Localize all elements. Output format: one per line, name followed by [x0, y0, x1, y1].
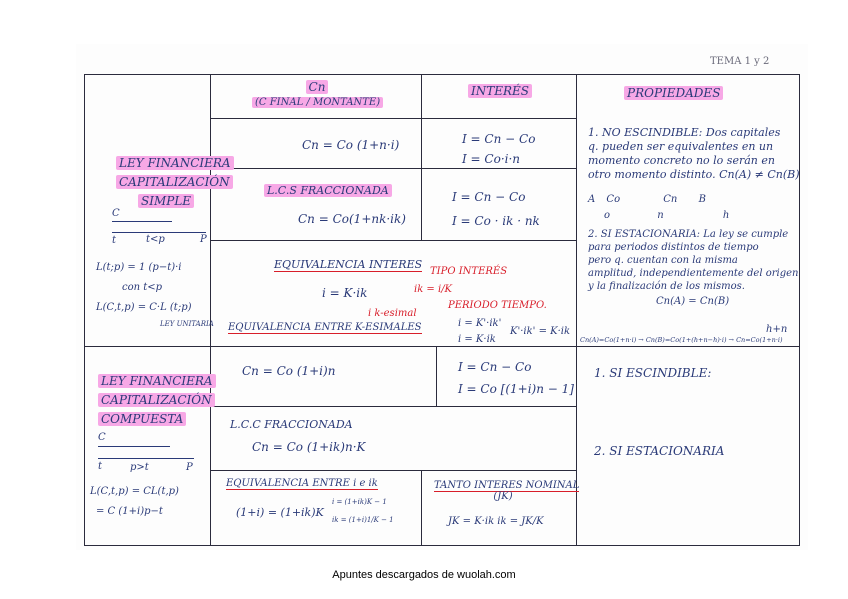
grid-line [84, 545, 800, 546]
prop-2-text-4: amplitud, independientemente del origen [588, 268, 799, 279]
simple-formula-con: con t<p [122, 282, 163, 293]
lcc-title: L.C.C FRACCIONADA [230, 418, 353, 431]
simple-axis-cond: t<p [146, 234, 165, 245]
compuesta-prop-2: 2. SI ESTACIONARIA [594, 444, 725, 458]
cn-header [252, 80, 382, 108]
compuesta-formula-2: = C (1+i)p−t [96, 506, 163, 517]
prop-1-a: A [588, 194, 596, 205]
simple-axis-c: C [112, 208, 120, 219]
equiv-arrow: ik = i/K [414, 284, 453, 295]
compuesta-axis-c: C [98, 432, 106, 443]
equiv-k-1: i = K'·ik' [458, 318, 502, 329]
simple-cn-formula: Cn = Co (1+n·i) [302, 138, 400, 152]
grid-line [84, 346, 800, 347]
prop-1-text-2: q. pueden ser equivalentes en un [588, 140, 774, 153]
compuesta-equiv-formula: (1+i) = (1+ik)K [236, 506, 324, 519]
prop-2-text-3: pero q. cuentan con la misma [588, 255, 738, 266]
nominal-formula: JK = K·ik ik = JK/K [448, 516, 544, 527]
compuesta-interes-1: I = Cn − Co [458, 360, 532, 374]
compuesta-equiv-title-1: EQUIVALENCIA ENTRE [226, 478, 350, 489]
lcs-interes-1: I = Cn − Co [452, 190, 526, 204]
grid-line [210, 118, 576, 119]
propiedades-title: PROPIEDADES [624, 86, 723, 100]
interes-header [468, 84, 532, 98]
compuesta-axis-p: P [186, 462, 193, 473]
interes-title: INTERÉS [468, 84, 532, 98]
propiedades-header [624, 86, 723, 100]
prop-2-title: 2. SI ESTACIONARIA: [588, 229, 701, 240]
compuesta-equiv-sub-2: ik = (1+i)1/K − 1 [332, 516, 394, 524]
simple-title [116, 154, 234, 211]
lcs-title [264, 184, 392, 197]
compuesta-title-2: CAPITALIZACIÓN [98, 393, 215, 407]
simple-title-1: LEY FINANCIERA [116, 156, 234, 170]
simple-interes-2: I = Co·i·n [462, 152, 521, 166]
prop-1-text-3: momento concreto no lo serán en [588, 154, 775, 167]
prop-2-text-5: y la finalización de los mismos. [588, 281, 745, 292]
equiv-k-title [228, 322, 422, 334]
simple-formula-lc: L(C,t,p) = C·L (t;p) [96, 302, 192, 313]
prop-1-n: n [657, 210, 664, 221]
grid-line [421, 74, 422, 240]
notes-sheet [76, 44, 808, 550]
prop-2-eq: Cn(A) = Cn(B) [656, 296, 730, 307]
prop-2-text-2: para periodos distintos de tiempo [588, 242, 759, 253]
prop-1-o: o [604, 210, 611, 221]
equiv-title-text: EQUIVALENCIA INTERES [274, 258, 423, 271]
equiv-title [274, 258, 422, 272]
simple-title-2: CAPITALIZACIÓN [116, 175, 233, 189]
compuesta-equiv-title [226, 478, 378, 490]
equiv-formula: i = K·ik [322, 286, 368, 300]
nominal-title [434, 480, 580, 502]
prop-1-co: Co [606, 194, 621, 205]
prop-1-ticks [604, 210, 729, 221]
prop-1-text-4: otro momento distinto. Cn(A) ≠ Cn(B) [588, 168, 800, 181]
compuesta-prop-1: 1. SI ESCINDIBLE: [594, 366, 712, 380]
grid-line [84, 74, 800, 75]
compuesta-formula-l: L(C,t,p) = CL(t,p) [90, 486, 179, 497]
prop-1-cn: Cn [663, 194, 678, 205]
grid-line [210, 74, 211, 546]
tipo-interes: TIPO INTERÉS [430, 266, 508, 277]
tema-label: TEMA 1 y 2 [710, 56, 770, 67]
compuesta-equiv-title-2: i e ik [353, 478, 378, 489]
prop-1-h: h [722, 210, 730, 221]
compuesta-title-3: COMPUESTA [98, 412, 186, 426]
compuesta-title [98, 372, 216, 429]
prop-2-bottom: Cn(A)=Co(1+n·i) → Cn(B)=Co(1+(h+n−h)·i) → Cn=Co(1+n·i) [580, 336, 783, 344]
grid-line [210, 240, 576, 241]
compuesta-equiv-sub-1: i = (1+ik)K − 1 [332, 498, 387, 506]
grid-line [421, 470, 422, 546]
grid-line [210, 406, 576, 407]
prop-1-text-1: Dos capitales [705, 126, 781, 139]
simple-axis-p: P [200, 234, 207, 245]
equiv-k-title-text: EQUIVALENCIA ENTRE K-ESIMALES [228, 322, 422, 333]
grid-line [210, 470, 576, 471]
k-esimal: i k-esimal [368, 308, 417, 319]
simple-ley-unitaria: LEY UNITARIA [160, 320, 214, 328]
grid-line [210, 168, 576, 169]
simple-axis-arrow [112, 221, 172, 222]
grid-line [84, 74, 85, 546]
prop-2-text-1: La ley se cumple [703, 229, 789, 240]
nominal-title-text: TANTO INTERES NOMINAL [434, 480, 580, 491]
compuesta-cn-formula: Cn = Co (1+i)n [242, 364, 336, 378]
cn-title: Cn [306, 80, 329, 94]
prop-1-title: 1. NO ESCINDIBLE: [588, 126, 703, 139]
simple-axis-t: t [112, 235, 117, 246]
compuesta-axis-line [98, 458, 194, 459]
grid-line [576, 74, 577, 546]
lcs-title-text: L.C.S FRACCIONADA [264, 184, 392, 197]
compuesta-title-1: LEY FINANCIERA [98, 374, 216, 388]
simple-formula-l: L(t;p) = 1 (p−t)·i [96, 262, 182, 273]
footer-credit: Apuntes descargados de wuolah.com [332, 569, 516, 581]
cn-subtitle: (C FINAL / MONTANTE) [252, 97, 383, 108]
simple-title-3: SIMPLE [138, 194, 194, 208]
compuesta-interes-2: I = Co [(1+i)n − 1] [458, 382, 574, 396]
simple-interes-1: I = Cn − Co [462, 132, 536, 146]
simple-axis-line [112, 232, 206, 233]
periodo-tiempo: PERIODO TIEMPO. [448, 300, 547, 311]
prop-2 [588, 228, 798, 293]
compuesta-axis-t: t [98, 461, 103, 472]
prop-1-b: B [698, 194, 706, 205]
grid-line [436, 346, 437, 406]
equiv-k-3: K'·ik' = K·ik [510, 326, 571, 337]
lcs-interes-2: I = Co · ik · nk [452, 214, 540, 228]
lcs-formula: Cn = Co(1+nk·ik) [298, 212, 406, 226]
lcc-formula: Cn = Co (1+ik)n·K [252, 440, 366, 454]
prop-1 [588, 126, 800, 182]
compuesta-axis-cond: p>t [130, 462, 149, 473]
equiv-k-2: i = K·ik [458, 334, 496, 345]
prop-1-diagram [588, 194, 706, 205]
prop-2-hn: h+n [766, 324, 788, 335]
compuesta-axis-arrow [98, 446, 170, 447]
nominal-sub: (JK) [493, 491, 513, 502]
